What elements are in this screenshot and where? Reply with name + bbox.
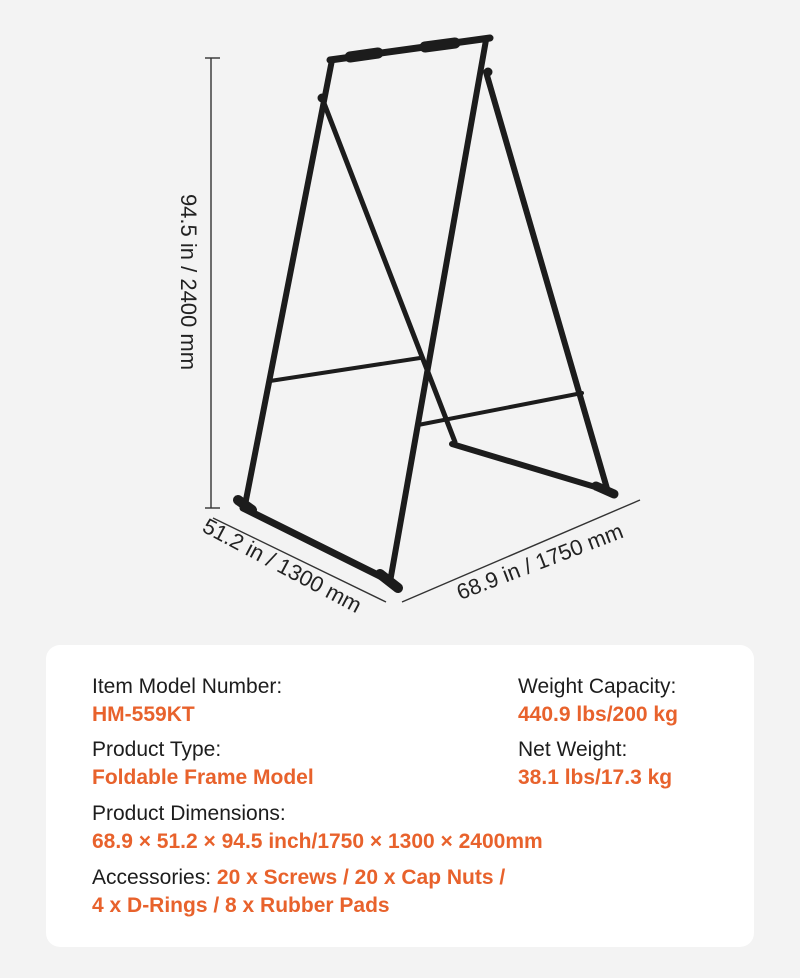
front-left-leg (245, 60, 332, 505)
model-value: HM-559KT (92, 703, 195, 726)
type-value: Foldable Frame Model (92, 766, 314, 789)
spec-type (92, 736, 314, 792)
net-weight-label: Net Weight: (518, 738, 628, 761)
model-label: Item Model Number: (92, 675, 283, 698)
dimensions-value: 68.9 × 51.2 × 94.5 inch/1750 × 1300 × 2400mm (92, 830, 543, 853)
accessories-label: Accessories: (92, 866, 212, 889)
frame (238, 38, 614, 588)
depth-dimension-label: 68.9 in / 1750 mm (453, 518, 627, 605)
type-label: Product Type: (92, 738, 222, 761)
spec-card (46, 645, 754, 947)
spec-accessories (92, 864, 505, 920)
spec-net-weight (518, 736, 672, 792)
spec-dimensions (92, 800, 543, 856)
diagonal-brace (322, 98, 455, 442)
net-weight-value: 38.1 lbs/17.3 kg (518, 766, 673, 789)
capacity-label: Weight Capacity: (518, 675, 677, 698)
dimensions-label: Product Dimensions: (92, 802, 286, 825)
accessories-value-line1: 20 x Screws / 20 x Cap Nuts / (216, 866, 506, 889)
crossbar-front (270, 358, 420, 381)
capacity-value: 440.9 lbs/200 kg (518, 703, 678, 726)
spec-capacity (518, 673, 678, 729)
base-rail-rear (452, 444, 612, 492)
spec-model (92, 673, 282, 729)
width-dimension-label: 51.2 in / 1300 mm (198, 513, 366, 618)
accessories-value-line2: 4 x D-Rings / 8 x Rubber Pads (92, 894, 390, 917)
rear-leg (486, 72, 608, 492)
height-dimension-label: 94.5 in / 2400 mm (176, 193, 201, 371)
